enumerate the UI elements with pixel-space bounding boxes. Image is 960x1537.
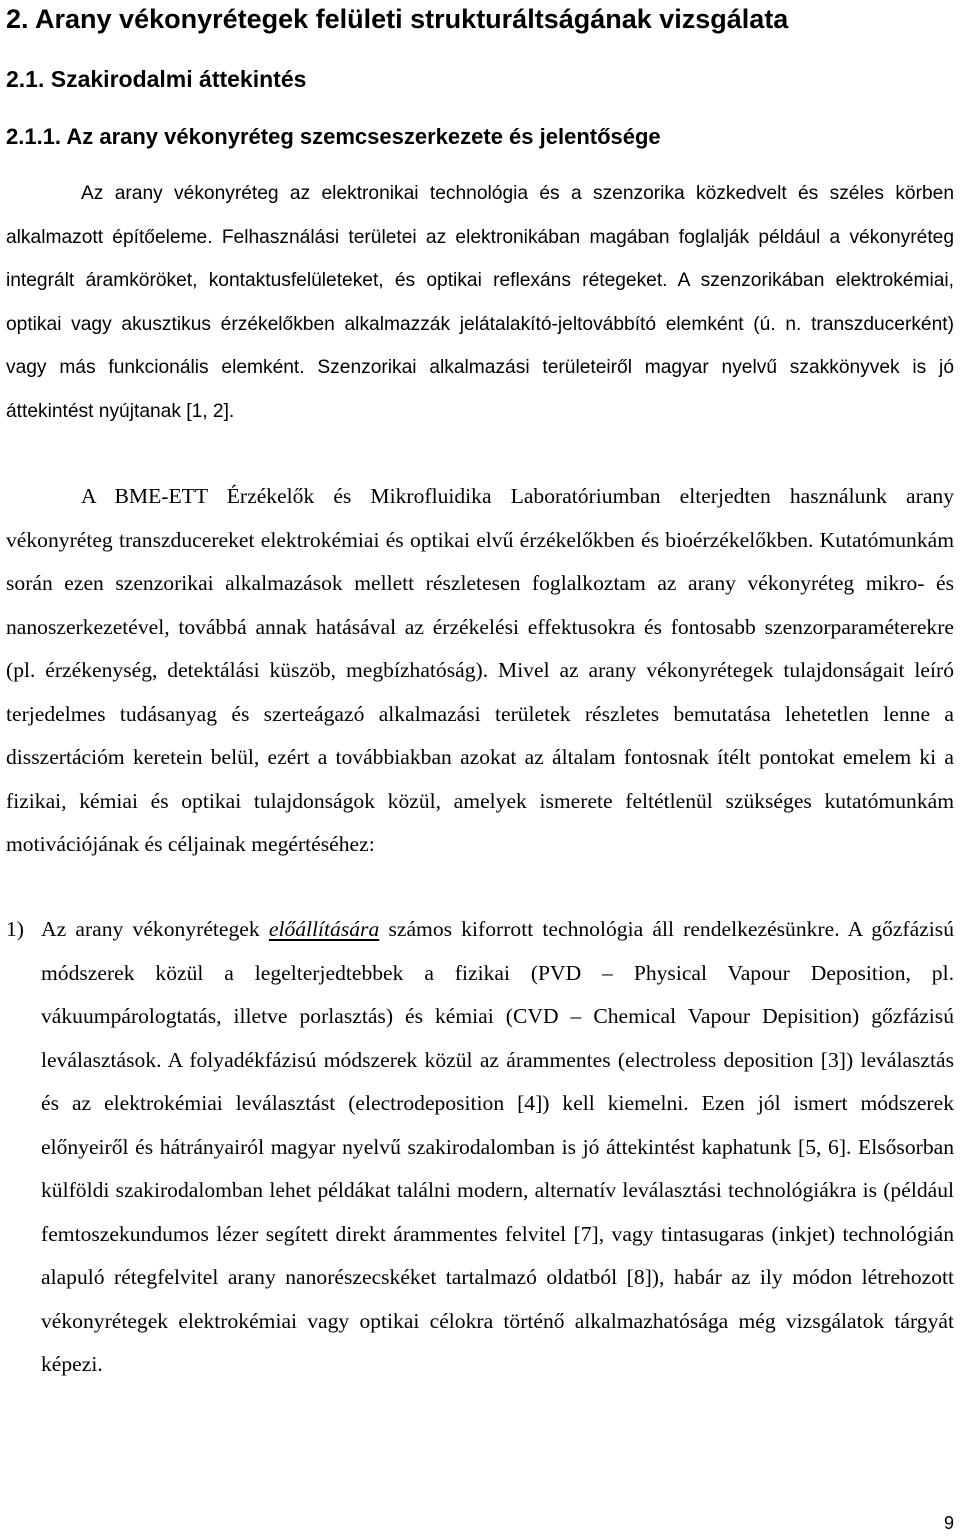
list-item-body bbox=[41, 908, 954, 1387]
paragraph-text: A BME-ETT Érzékelők és Mikrofluidika Laboratóriumban elterjedten használunk arany vékonyréteg transzducereket elektrokémiai és optikai elvű érzékelőkben és bioérzékelőkben. Kutatómunkám során ezen szenzorikai alkalmazások mellett részletesen foglalkoztam az arany vékonyréteg mikro- és nanoszerkezetével, továbbá annak hatásával az érzékelési effektusokra és fontosabb szenzorparaméterekre (pl. érzékenység, detektálási küszöb, megbízhatóság). Mivel az arany vékonyrétegek tulajdonságait leíró terjedelmes tudásanyag és szerteágazó alkalmazási területek részletes bemutatása lehetetlen lenne a disszertációm keretein belül, ezért a továbbiakban azokat az általam fontosnak ítélt pontokat emelem ki a fizikai, kémiai és optikai tulajdonságok közül, amelyek ismerete feltétlenül szükséges kutatómunkám motivációjának és céljainak megértéséhez: bbox=[6, 484, 954, 856]
subsection-heading: 2.1.1. Az arany vékonyréteg szemcseszerkezete és jelentősége bbox=[6, 124, 661, 149]
lab-paragraph bbox=[6, 475, 954, 867]
intro-paragraph bbox=[6, 172, 954, 433]
page-number: 9 bbox=[943, 1513, 954, 1533]
list-item-text-start: Az arany vékonyrétegek bbox=[41, 917, 269, 941]
list-item-text-rest: számos kiforrott technológia áll rendelkezésünkre. A gőzfázisú módszerek közül a legelterjedtebbek a fizikai (PVD – Physical Vapour Deposition, pl. vákuumpárologtatás, illetve porlasztás) és kémiai (CVD – Chemical Vapour Depisition) gőzfázisú leválasztások. A folyadékfázisú módszerek közül az árammentes (electroless deposition [3]) leválasztás és az elektrokémiai leválasztást (electrodeposition [4]) kell kiemelni. Ezen jól ismert módszerek előnyeiről és hátrányairól magyar nyelvű szakirodalomban is jó áttekintést kaphatunk [5, 6]. Elsősorban külföldi szakirodalomban lehet példákat találni modern, alternatív leválasztási technológiákra is (például femtoszekundumos lézer segített direkt árammentes felvitel [7], vagy tintasugaras (inkjet) technológián alapuló rétegfelvitel arany nanorészecskéket tartalmazó oldatból [8]), habár az ily módon létrehozott vékonyrétegek elektrokémiai vagy optikai célokra történő alkalmazhatósága még vizsgálatok tárgyát képezi. bbox=[41, 917, 954, 1376]
paragraph-text: Az arany vékonyréteg az elektronikai technológia és a szenzorika közkedvelt és széles körben alkalmazott építőeleme. Felhasználási területei az elektronikában magában foglalják például a vékonyréteg integrált áramköröket, kontaktusfelületeket, és optikai reflexáns rétegeket. A szenzorikában elektrokémiai, optikai vagy akusztikus érzékelőkben alkalmazzák jelátalakító-jeltovábbító elemként (ú. n. transzducerként) vagy más funkcionális elemként. Szenzorikai alkalmazási területeiről magyar nyelvű szakkönyvek is jó áttekintést nyújtanak [1, 2]. bbox=[6, 183, 954, 422]
section-heading: 2.1. Szakirodalmi áttekintés bbox=[6, 66, 307, 92]
list-item-emphasis: előállítására bbox=[268, 917, 380, 941]
list-item-number: 1) bbox=[6, 917, 24, 941]
chapter-heading: 2. Arany vékonyrétegek felületi strukturáltságának vizsgálata bbox=[6, 4, 789, 34]
